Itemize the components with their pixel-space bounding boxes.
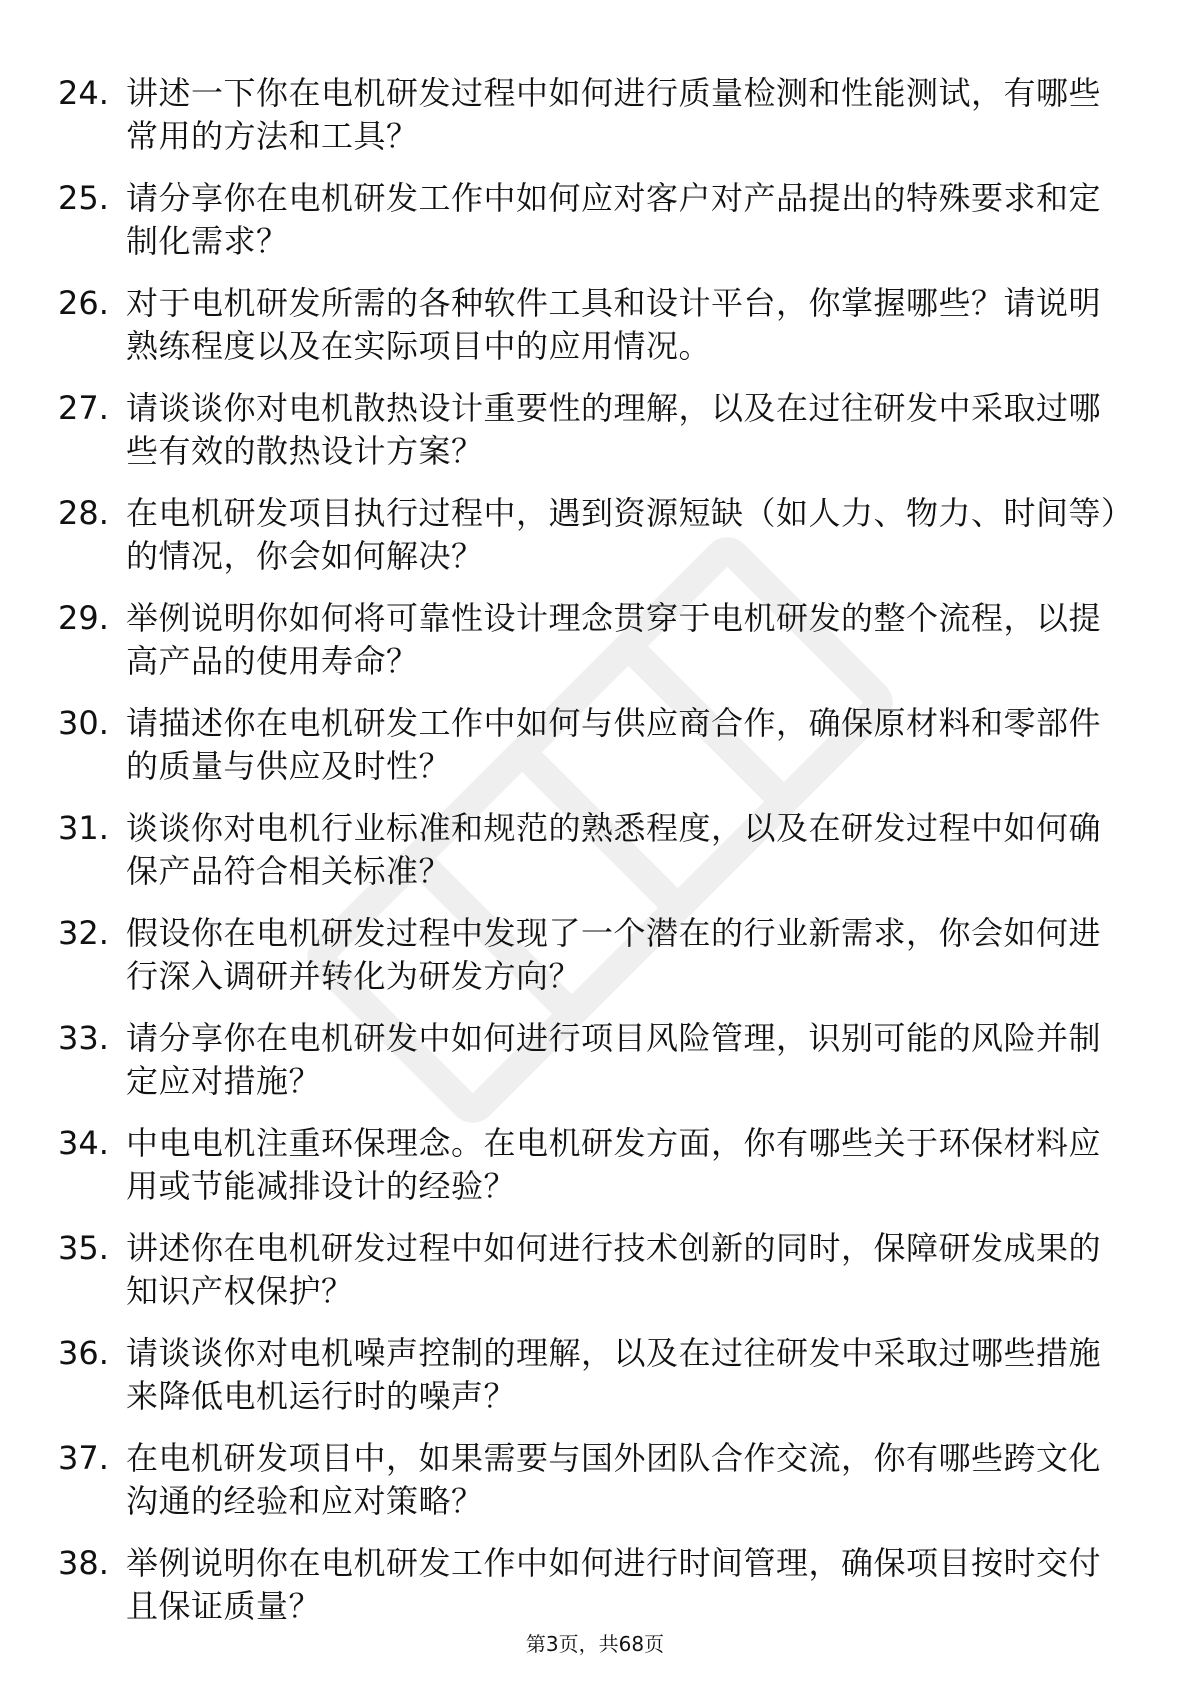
question-item: [58, 912, 1118, 1017]
question-item: [58, 177, 1118, 282]
question-item: [58, 597, 1118, 702]
question-number: 33.: [58, 1019, 109, 1057]
question-text: 讲述你在电机研发过程中如何进行技术创新的同时，保障研发成果的知识产权保护？: [126, 1229, 1102, 1310]
question-item: [58, 1332, 1118, 1437]
question-number: 37.: [58, 1439, 109, 1477]
question-text: 谈谈你对电机行业标准和规范的熟悉程度，以及在研发过程中如何确保产品符合相关标准？: [126, 809, 1102, 890]
question-number: 27.: [58, 389, 109, 427]
page-footer: 第3页，共68页: [525, 1632, 665, 1656]
question-number: 26.: [58, 284, 109, 322]
question-text: 中电电机注重环保理念。在电机研发方面，你有哪些关于环保材料应用或节能减排设计的经验？: [126, 1124, 1102, 1205]
question-number: 34.: [58, 1124, 109, 1162]
question-text: 请分享你在电机研发工作中如何应对客户对产品提出的特殊要求和定制化需求？: [126, 179, 1102, 260]
question-number: 31.: [58, 809, 109, 847]
question-text: 讲述一下你在电机研发过程中如何进行质量检测和性能测试，有哪些常用的方法和工具？: [126, 74, 1102, 155]
question-text: 假设你在电机研发过程中发现了一个潜在的行业新需求，你会如何进行深入调研并转化为研发方向？: [126, 914, 1102, 995]
question-number: 29.: [58, 599, 109, 637]
question-item: [58, 1437, 1118, 1542]
question-text: 在电机研发项目中，如果需要与国外团队合作交流，你有哪些跨文化沟通的经验和应对策略？: [126, 1439, 1102, 1520]
question-text: 请谈谈你对电机噪声控制的理解，以及在过往研发中采取过哪些措施来降低电机运行时的噪声？: [126, 1334, 1102, 1415]
question-item: [58, 807, 1118, 912]
question-item: [58, 387, 1118, 492]
question-item: [58, 1122, 1118, 1227]
question-item: [58, 1227, 1118, 1332]
question-list: [58, 72, 1118, 1647]
question-number: 28.: [58, 494, 109, 532]
question-item: [58, 702, 1118, 807]
question-text: 请描述你在电机研发工作中如何与供应商合作，确保原材料和零部件的质量与供应及时性？: [126, 704, 1102, 785]
question-number: 24.: [58, 74, 109, 112]
question-text: 请谈谈你对电机散热设计重要性的理解，以及在过往研发中采取过哪些有效的散热设计方案？: [126, 389, 1102, 470]
question-number: 36.: [58, 1334, 109, 1372]
question-item: [58, 72, 1118, 177]
question-number: 35.: [58, 1229, 109, 1267]
question-text: 请分享你在电机研发中如何进行项目风险管理，识别可能的风险并制定应对措施？: [126, 1019, 1102, 1100]
question-number: 38.: [58, 1544, 109, 1582]
question-item: [58, 1017, 1118, 1122]
question-text: 对于电机研发所需的各种软件工具和设计平台，你掌握哪些？请说明熟练程度以及在实际项目中的应用情况。: [126, 284, 1102, 365]
question-text: 举例说明你如何将可靠性设计理念贯穿于电机研发的整个流程，以提高产品的使用寿命？: [126, 599, 1102, 680]
question-item: [58, 492, 1118, 597]
question-item: [58, 282, 1118, 387]
question-text: 举例说明你在电机研发工作中如何进行时间管理，确保项目按时交付且保证质量？: [126, 1544, 1102, 1625]
question-number: 30.: [58, 704, 109, 742]
question-number: 25.: [58, 179, 109, 217]
question-number: 32.: [58, 914, 109, 952]
question-text: 在电机研发项目执行过程中，遇到资源短缺（如人力、物力、时间等）的情况，你会如何解决？: [126, 494, 1118, 575]
